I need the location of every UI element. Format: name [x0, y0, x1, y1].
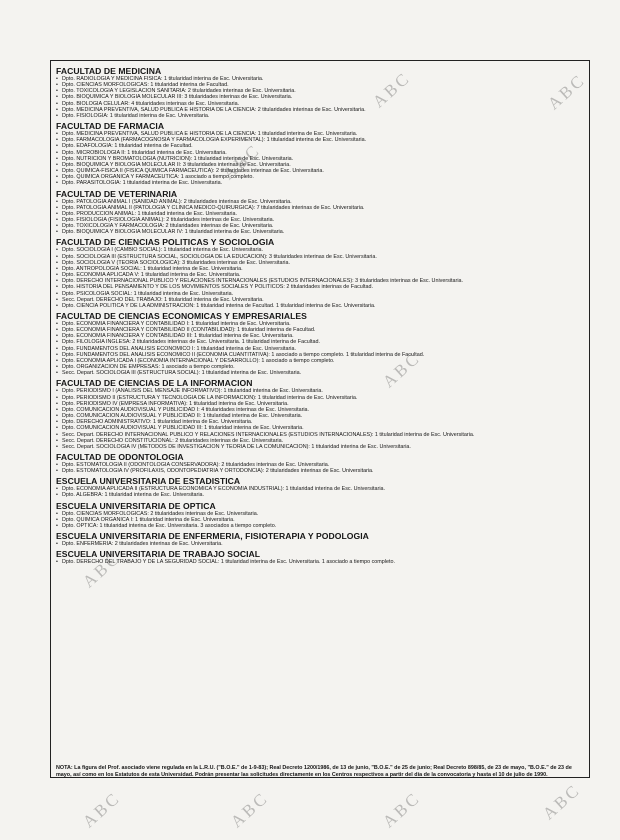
department-list	[56, 486, 584, 498]
watermark: ABC	[218, 139, 265, 184]
department-item: • Secc. Depart. SOCIOLOGIA III (ESTRUCTURA SOCIAL): 1 titularidad interina de Esc. Universitaria.	[56, 370, 584, 376]
watermark: ABC	[368, 67, 415, 112]
department-item: • Dpto. DERECHO ADMINISTRATIVO: 1 titularidad interina de Esc. Universitaria.	[56, 419, 584, 425]
department-item: • Dpto. ESTOMATOLOGIA II (ODONTOLOGIA CONSERVADORA): 2 titularidades interinas de Esc. Universitaria.	[56, 462, 584, 468]
department-list	[56, 462, 584, 474]
department-item: • Dpto. BIOQUIMICA Y BIOLOGIA MOLECULAR III: 3 titularidades interinas de Esc. Universitaria.	[56, 94, 584, 100]
department-item: • Dpto. PERIODISMO II (ESTRUCTURA Y TECNOLOGIA DE LA INFORMACION): 1 titularidad interina de Esc. Universitaria.	[56, 395, 584, 401]
department-item: • Dpto. FARMACOLOGIA (FARMACOGNOSIA Y FARMACOLOGIA EXPERIMENTAL): 1 titularidad interina de Esc. Universitaria.	[56, 137, 584, 143]
department-item: • Dpto. ECONOMIA FINANCIERA Y CONTABILIDAD I: 1 titularidad interina de Esc. Universitaria.	[56, 321, 584, 327]
section-title: FACULTAD DE CIENCIAS DE LA INFORMACION	[56, 378, 253, 389]
department-item: • Dpto. ALGEBRA: 1 titularidad interina de Esc. Universitaria.	[56, 492, 584, 498]
department-item: • Dpto. ANTROPOLOGIA SOCIAL: 1 titularidad interina de Esc. Universitaria.	[56, 266, 584, 272]
department-item: • Dpto. ECONOMIA FINANCIERA Y CONTABILIDAD III: 1 titularidad interina de Esc. Universitaria.	[56, 333, 584, 339]
department-item: • Dpto. SOCIOLOGIA I (CAMBIO SOCIAL): 1 titularidad interina de Esc. Universitaria.	[56, 247, 584, 253]
department-list	[56, 321, 584, 376]
department-item: • Dpto. QUIMICA ORGANICA I: 1 titularidad interina de Esc. Universitaria.	[56, 517, 584, 523]
department-item: • Dpto. FILOLOGIA INGLESA: 2 titularidades interinas de Esc. Universitaria. 1 titularidad interina de Facultad.	[56, 339, 584, 345]
section-title: ESCUELA UNIVERSITARIA DE OPTICA	[56, 500, 216, 511]
watermark: ABC	[378, 347, 425, 392]
department-item: • Dpto. COMUNICACION AUDIOVISUAL Y PUBLICIDAD II: 1 titularidad interina de Esc. Universitaria.	[56, 413, 584, 419]
department-item: • Dpto. COMUNICACION AUDIOVISUAL Y PUBLICIDAD III: 1 titularidad interina de Esc. Universitaria.	[56, 425, 584, 431]
department-item: • Dpto. HISTORIA DEL PENSAMIENTO Y DE LOS MOVIMIENTOS SOCIALES Y POLITICOS: 2 titularidades interinas de Facultad.	[56, 284, 584, 290]
department-item: • Dpto. ECONOMIA FINANCIERA Y CONTABILIDAD II (CONTABILIDAD): 1 titularidad interina de Facultad.	[56, 327, 584, 333]
department-list	[56, 541, 584, 547]
department-item: • Dpto. FUNDAMENTOS DEL ANALISIS ECONOMICO I: 1 titularidad interina de Esc. Universitaria.	[56, 346, 584, 352]
department-item: • Dpto. QUIMICA ORGANICA Y FARMACEUTICA: 1 asociado a tiempo completo.	[56, 174, 584, 180]
department-item: • Dpto. QUIMICA-FISICA II (FISICA QUIMICA FARMACEUTICA): 2 titularidades interinas de Esc. Universitaria.	[56, 168, 584, 174]
section-title: ESCUELA UNIVERSITARIA DE ESTADISTICA	[56, 476, 241, 487]
department-item: • Dpto. MEDICINA PREVENTIVA, SALUD PUBLICA E HISTORIA DE LA CIENCIA: 1 titularidad interina de Esc. Universitaria.	[56, 131, 584, 137]
department-item: • Secc. Depart. SOCIOLOGIA IV (METODOS DE INVESTIGACION Y TEORIA DE LA COMUNICACION): 1 titularidad interina de Esc. Universitaria.	[56, 444, 584, 450]
department-item: • Dpto. TOXICOLOGIA Y LEGISLACION SANITARIA: 2 titularidades interinas de Esc. Universitaria.	[56, 88, 584, 94]
department-item: • Dpto. PERIODISMO IV (EMPRESA INFORMATIVA): 1 titularidad interina de Esc. Universitaria.	[56, 401, 584, 407]
department-item: • Dpto. FISIOLOGIA (FISIOLOGIA ANIMAL): 2 titularidades interinas de Esc. Universitaria.	[56, 217, 584, 223]
department-list	[56, 559, 584, 565]
department-item: • Dpto. ENFERMERIA: 2 titularidades interinas de Esc. Universitaria.	[56, 541, 584, 547]
department-item: • Dpto. PATOLOGIA ANIMAL II (PATOLOGIA Y CLINICA MEDICO-QUIRURGICA): 7 titularidades interinas de Esc. Universitaria.	[56, 205, 584, 211]
department-item: • Dpto. COMUNICACION AUDIOVISUAL Y PUBLICIDAD I: 4 titularidades interinas de Esc. Universitaria.	[56, 407, 584, 413]
department-item: • Dpto. EDAFOLOGIA: 1 titularidad interina de Facultad.	[56, 143, 584, 149]
department-item: • Dpto. PARASITOLOGIA: 1 titularidad interina de Esc. Universitaria.	[56, 180, 584, 186]
department-list	[56, 247, 584, 309]
department-item: • Dpto. MEDICINA PREVENTIVA, SALUD PUBLICA E HISTORIA DE LA CIENCIA: 2 titularidades interinas de Esc. Universitaria.	[56, 107, 584, 113]
department-list	[56, 511, 584, 529]
department-item: • Dpto. SOCIOLOGIA V (TEORIA SOCIOLOGICA): 3 titularidades interinas de Esc. Universitaria.	[56, 260, 584, 266]
department-item: • Dpto. ORGANIZACION DE EMPRESAS: 1 asociado a tiempo completo.	[56, 364, 584, 370]
watermark: ABC	[543, 69, 590, 114]
section-title: FACULTAD DE CIENCIAS ECONOMICAS Y EMPRESARIALES	[56, 311, 307, 321]
department-item: • Dpto. BIOQUIMICA Y BIOLOGIA MOLECULAR IV: 1 titularidad interina de Esc. Universitaria.	[56, 229, 584, 235]
section-title: FACULTAD DE VETERINARIA	[56, 188, 178, 199]
department-item: • Secc. Depart. DERECHO INTERNACIONAL PUBLICO Y RELACIONES INTERNACIONALES (ESTUDIOS INTERNACIONALES): 1 titularidad interina de Esc. Universitaria.	[56, 432, 584, 438]
department-item: • Dpto. MICROBIOLOGIA II: 1 titularidad interina de Esc. Universitaria.	[56, 150, 584, 156]
department-item: • Dpto. CIENCIA POLITICA Y DE LA ADMINISTRACION: 1 titularidad interina de Facultad. 1 titularidad interina de Esc. Universitaria.	[56, 303, 584, 309]
section-title: FACULTAD DE MEDICINA	[56, 66, 162, 76]
department-item: • Dpto. BIOLOGIA CELULAR: 4 titularidades interinas de Esc. Universitaria.	[56, 101, 584, 107]
department-item: • Dpto. NUTRICION Y BROMATOLOGIA (NUTRICION): 1 titularidad interina de Esc. Universitaria.	[56, 156, 584, 162]
section-title: FACULTAD DE CIENCIAS POLITICAS Y SOCIOLOGIA	[56, 237, 275, 248]
department-item: • Dpto. FUNDAMENTOS DEL ANALISIS ECONOMICO II (ECONOMIA CUANTITATIVA): 1 asociado a tiempo completo. 1 titularidad interina de Facultad.	[56, 352, 584, 358]
department-item: • Dpto. PRODUCCION ANIMAL: 1 titularidad interina de Esc. Universitaria.	[56, 211, 584, 217]
department-item: • Dpto. PERIODISMO I (ANALISIS DEL MENSAJE INFORMATIVO): 1 titularidad interina de Esc. Universitaria.	[56, 388, 584, 394]
department-list	[56, 388, 584, 450]
department-item: • Dpto. ESTOMATOLOGIA IV (PROFILAXIS, ODONTOPEDIATRIA Y ORTODONCIA): 2 titularidades interinas de Esc. Universitaria.	[56, 468, 584, 474]
department-item: • Dpto. DERECHO DEL TRABAJO Y DE LA SEGURIDAD SOCIAL: 1 titularidad interina de Esc. Universitaria. 1 asociado a tiempo completo.	[56, 559, 584, 565]
department-item: • Dpto. ECONOMIA APLICADA V: 1 titularidad interina de Esc. Universitaria.	[56, 272, 584, 278]
watermark: ABC	[226, 787, 273, 832]
department-item: • Dpto. ECONOMIA APLICADA II (ESTRUCTURA ECONOMICA Y ECONOMIA INDUSTRIAL): 1 titularidad interina de Esc. Universitaria.	[56, 486, 584, 492]
note-container	[56, 762, 584, 778]
department-item: • Dpto. PSICOLOGIA SOCIAL: 1 titularidad interina de Esc. Universitaria.	[56, 291, 584, 297]
department-list	[56, 76, 584, 119]
section-title: FACULTAD DE ODONTOLOGIA	[56, 451, 184, 462]
announcement-note: NOTA: La figura del Prof. asociado viene regulada en la L.R.U. ("B.O.E." de 1-9-83); Real Decreto 1200/1986, de 13 de junio, "B.O.E." de 25 de junio; Real Decreto 898/85, de 23 de mayo, "B.O.E." de 23 de mayo, así como en los Estatutos de esta Universidad. Podrán presentar las solicitudes directamente en los Centros respectivos a partir del día de la convocatoria y hasta el 10 de julio de 1990.	[56, 765, 572, 778]
department-item: • Dpto. ECONOMIA APLICADA I (ECONOMIA INTERNACIONAL Y DESARROLLO): 1 asociado a tiempo completo.	[56, 358, 584, 364]
section-title: ESCUELA UNIVERSITARIA DE TRABAJO SOCIAL	[56, 549, 261, 560]
department-item: • Dpto. TOXICOLOGIA Y FARMACOLOGIA: 2 titularidades interinas de Esc. Universitaria.	[56, 223, 584, 229]
watermark: ABC	[538, 779, 585, 824]
department-item: • Secc. Depart. DERECHO DEL TRABAJO: 1 titularidad interina de Esc. Universitaria.	[56, 297, 584, 303]
department-item: • Secc. Depart. DERECHO CONSTITUCIONAL: 2 titularidades interinas de Esc. Universitaria.	[56, 438, 584, 444]
watermark: ABC	[78, 787, 125, 832]
department-item: • Dpto. CIENCIAS MORFOLOGICAS: 1 titularidad interina de Facultad.	[56, 82, 584, 88]
department-item: • Dpto. OPTICA: 1 titularidad interina de Esc. Universitaria. 3 asociados a tiempo completo.	[56, 523, 584, 529]
department-item: • Dpto. DERECHO INTERNACIONAL PUBLICO Y RELACIONES INTERNACIONALES (ESTUDIOS INTERNACIONALES): 3 titularidades interinas de Esc. Universitaria.	[56, 278, 584, 284]
section-title: ESCUELA UNIVERSITARIA DE ENFERMERIA, FISIOTERAPIA Y PODOLOGIA	[56, 531, 369, 542]
department-item: • Dpto. BIOQUIMICA Y BIOLOGIA MOLECULAR II: 3 titularidades interinas de Esc. Universitaria.	[56, 162, 584, 168]
department-item: • Dpto. CIENCIAS MORFOLOGICAS: 2 titularidades interinas de Esc. Universitaria.	[56, 511, 584, 517]
department-item: • Dpto. SOCIOLOGIA III (ESTRUCTURA SOCIAL, SOCIOLOGIA DE LA EDUCACION): 3 titularidades interinas de Esc. Universitaria.	[56, 254, 584, 260]
announcement-content	[56, 66, 584, 772]
department-list	[56, 199, 584, 236]
department-item: • Dpto. PATOLOGIA ANIMAL I (SANIDAD ANIMAL): 2 titularidades interinas de Esc. Universitaria.	[56, 199, 584, 205]
watermark: ABC	[378, 787, 425, 832]
department-item: • Dpto. RADIOLOGIA Y MEDICINA FISICA: 1 titularidad interina de Esc. Universitaria.	[56, 76, 584, 82]
department-item: • Dpto. FISIOLOGIA: 1 titularidad interina de Esc. Universitaria.	[56, 113, 584, 119]
watermark: ABC	[78, 547, 125, 592]
department-list	[56, 131, 584, 186]
section-title: FACULTAD DE FARMACIA	[56, 121, 165, 132]
